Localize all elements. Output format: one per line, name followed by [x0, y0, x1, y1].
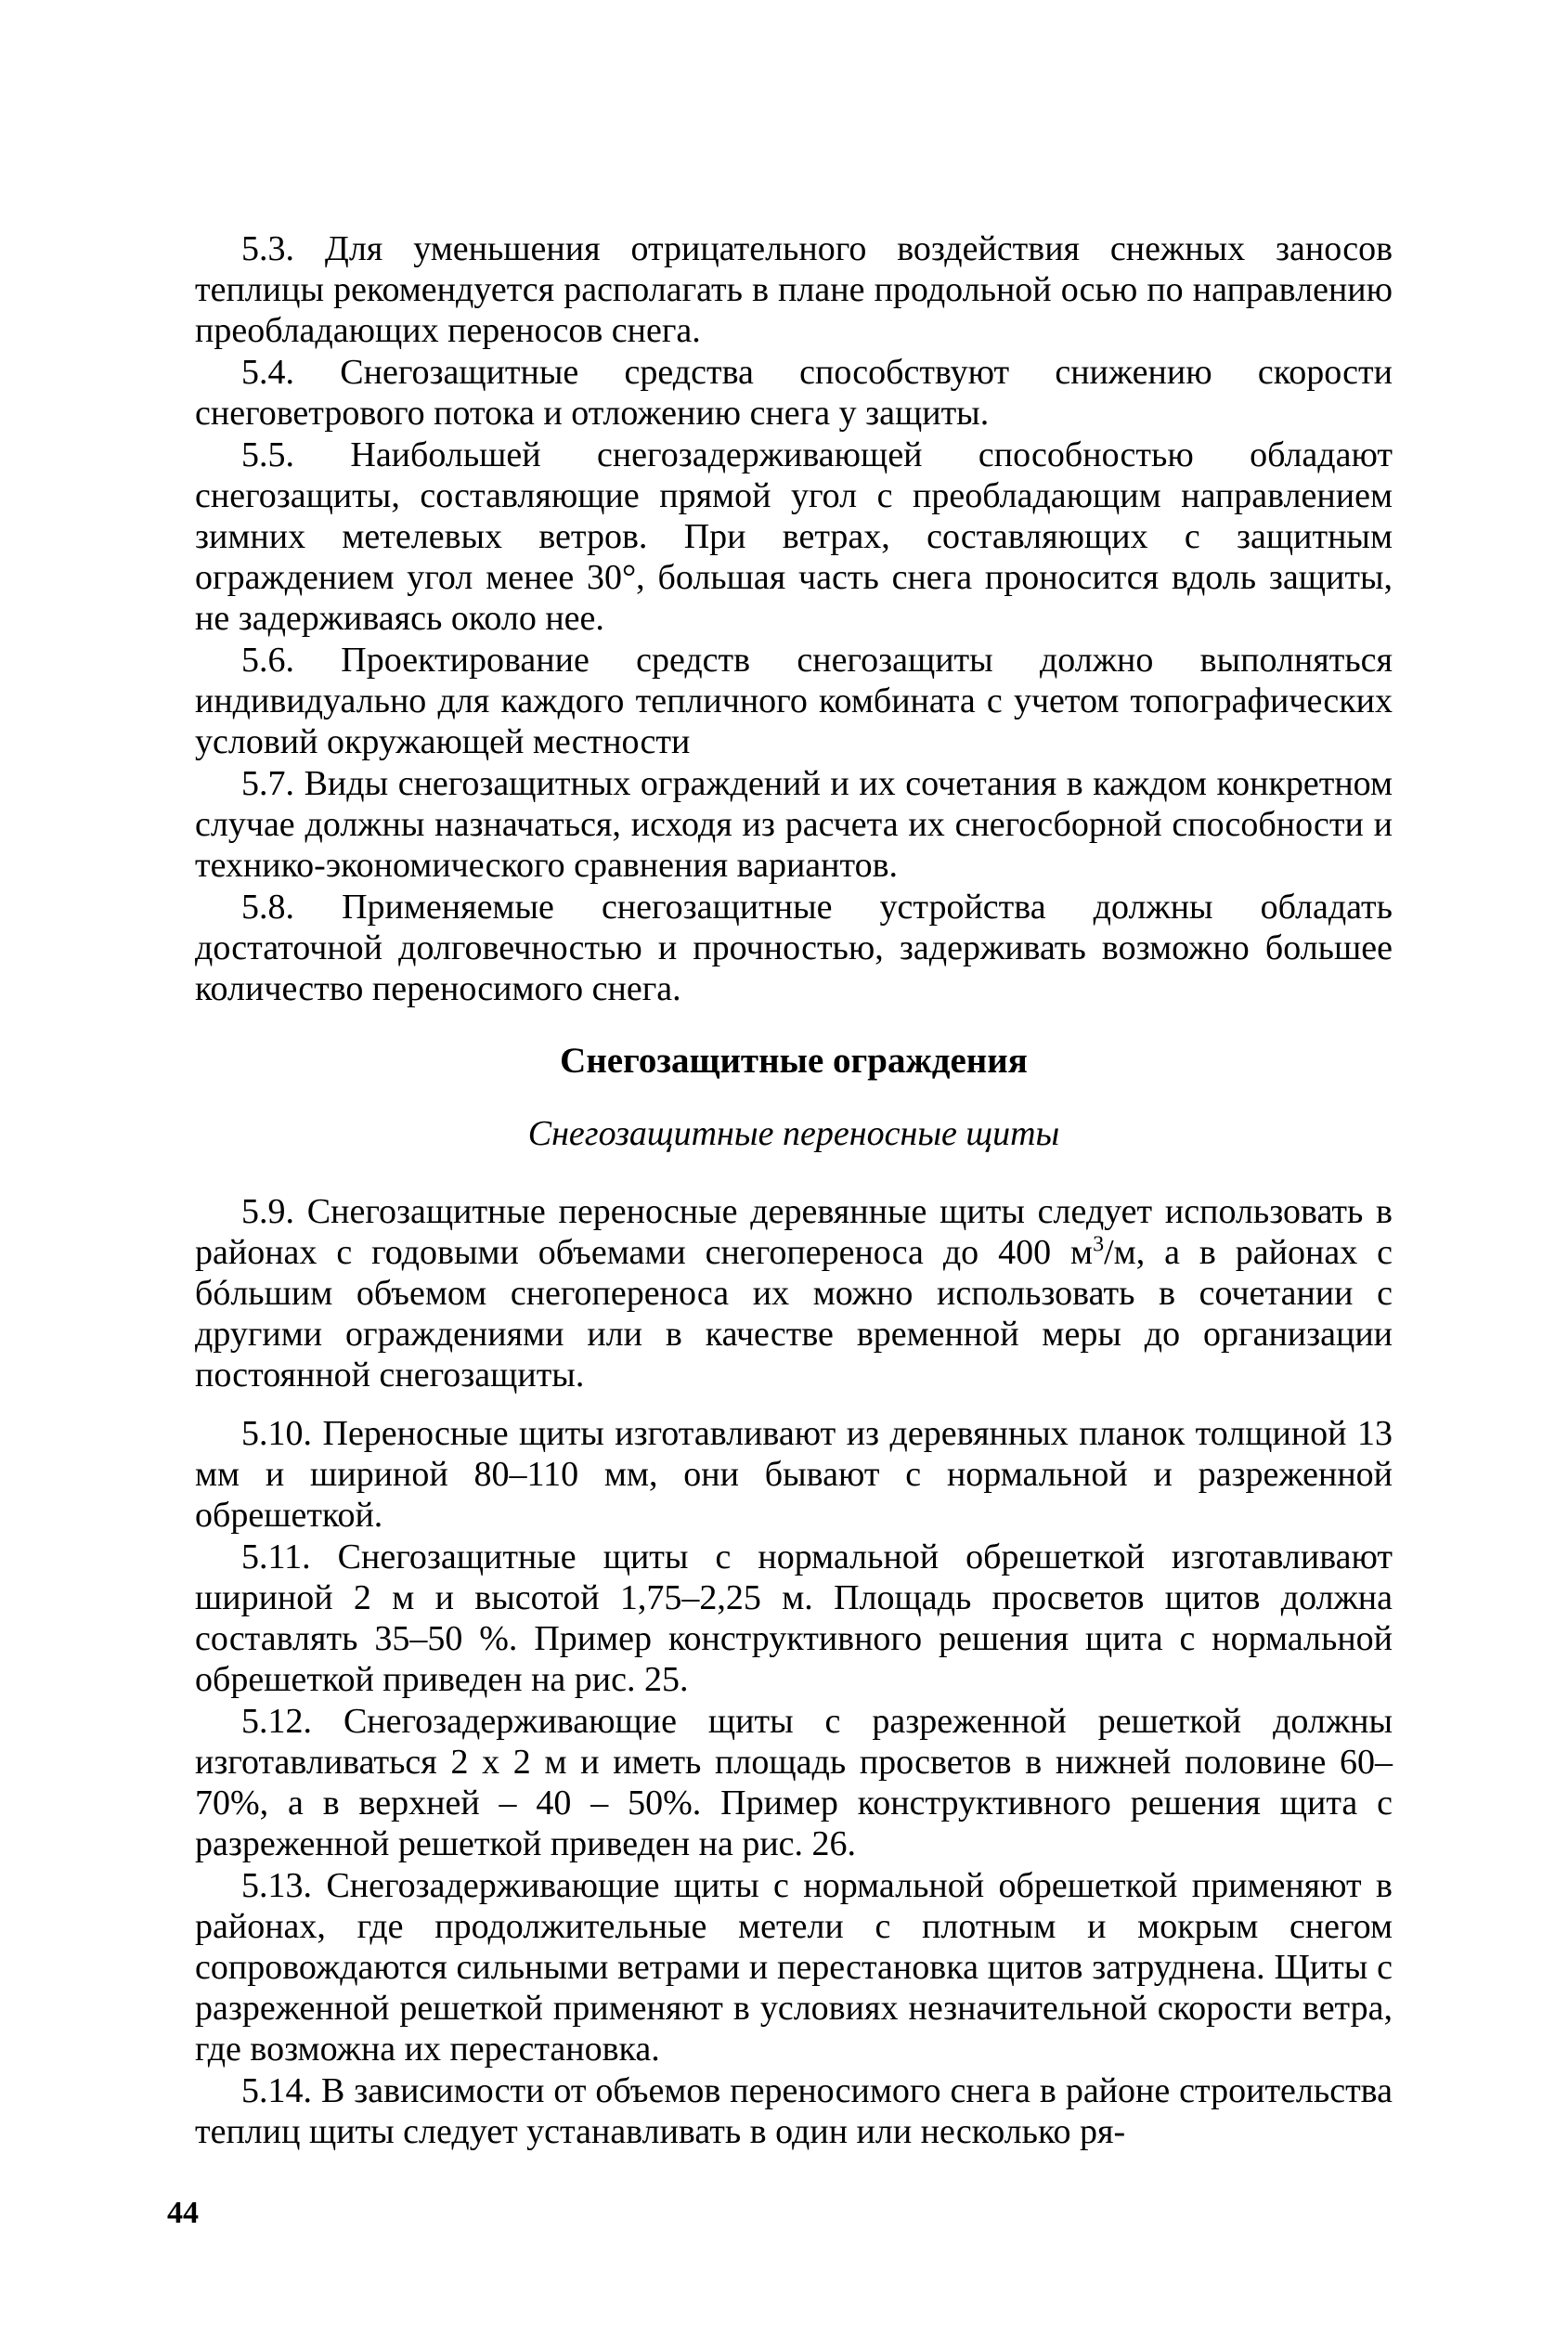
paragraph-5-9 [195, 1191, 1393, 1395]
paragraph-5-10 [195, 1413, 1393, 1536]
clause-text: Снегозадерживающие щиты с нормальной обрешеткой применяют в районах, где продолжительные метели с плотным и мокрым снегом сопровождаются сильными ветрами и перестановка щитов затруднена. Щиты с разреженной решеткой применяют в условиях незначительной скорости ветра, где возможна их перестановка. [195, 1866, 1393, 2069]
clause-number: 5.8. [241, 888, 294, 927]
superscript-exponent: 3 [1093, 1232, 1105, 1257]
clause-text: Снегозадерживающие щиты с разреженной решеткой должны изготавливаться 2 x 2 м и иметь площадь просветов в нижней половине 60–70%, а в верхней – 40 – 50%. Пример конструктивного решения щита с разреженной решеткой приведен на рис. 26. [195, 1702, 1393, 1863]
paragraph-5-7 [195, 763, 1393, 886]
paragraph-5-8 [195, 887, 1393, 1009]
clause-text: Снегозащитные щиты с нормальной обрешеткой изготавливают шириной 2 м и высотой 1,75–2,25 м. Площадь просветов щитов должна составлять 35–50 %. Пример конструктивного решения щита с нормальной обрешеткой приведен на рис. 25. [195, 1537, 1393, 1699]
clause-text-part-1: Снегозащитные переносные деревянные щиты следует использовать в районах с годовыми объемами снегопереноса до 400 м [195, 1192, 1393, 1272]
paragraph-gap [195, 1396, 1393, 1413]
paragraph-5-6 [195, 640, 1393, 762]
clause-number: 5.7. [241, 764, 294, 803]
paragraph-5-5 [195, 435, 1393, 639]
clause-text: Снегозащитные средства способствуют снижению скорости снеговетрового потока и отложению снега у защиты. [195, 353, 1393, 433]
page-content [195, 228, 1393, 2153]
paragraph-5-4 [195, 352, 1393, 434]
clause-text-part-2: /м, а в районах с бóльшим объемом снегопереноса их можно использовать в сочетании с другими ограждениями или в качестве временной меры до организации постоянной снегозащиты. [195, 1233, 1393, 1395]
clause-text: Наибольшей снегозадерживающей способностью обладают снегозащиты, составляющие прямой угол с преобладающим направлением зимних метелевых ветров. При ветрах, составляющих с защитным ограждением угол менее 30°, большая часть снега проносится вдоль защиты, не задерживаясь около нее. [195, 435, 1393, 638]
clause-number: 5.14. [241, 2071, 312, 2110]
section-heading: Снегозащитные ограждения [560, 1041, 1028, 1081]
clause-text: Виды снегозащитных ограждений и их сочетания в каждом конкретном случае должны назначаться, исходя из расчета их снегосборной способности и технико-экономического сравнения вариантов. [195, 764, 1393, 885]
section-subheading: Снегозащитные переносные щиты [527, 1114, 1060, 1153]
clause-number: 5.3. [241, 229, 294, 268]
paragraph-5-11 [195, 1537, 1393, 1700]
clause-text: Для уменьшения отрицательного воздействия снежных заносов теплицы рекомендуется располагать в плане продольной осью по направлению преобладающих переносов снега. [195, 229, 1393, 350]
paragraph-5-13 [195, 1865, 1393, 2069]
paragraph-5-12 [195, 1701, 1393, 1864]
paragraph-5-3 [195, 228, 1393, 351]
clause-number: 5.4. [241, 353, 294, 392]
page-number: 44 [167, 2196, 199, 2230]
clause-number: 5.9. [241, 1192, 294, 1231]
clause-text: Проектирование средств снегозащиты должно выполняться индивидуально для каждого тепличного комбината с учетом топографических условий окружающей местности [195, 641, 1393, 761]
clause-text: В зависимости от объемов переносимого снега в районе строительства теплиц щиты следует устанавливать в один или несколько ря- [195, 2071, 1393, 2151]
clause-number: 5.12. [241, 1702, 312, 1741]
clause-number: 5.11. [241, 1537, 311, 1576]
clause-text: Применяемые снегозащитные устройства должны обладать достаточной долговечностью и прочностью, задерживать возможно большее количество переносимого снега. [195, 888, 1393, 1008]
clause-number: 5.6. [241, 641, 294, 680]
clause-number: 5.13. [241, 1866, 312, 1905]
clause-number: 5.5. [241, 435, 294, 474]
paragraph-5-14 [195, 2070, 1393, 2152]
clause-number: 5.10. [241, 1414, 312, 1453]
clause-text: Переносные щиты изготавливают из деревянных планок толщиной 13 мм и шириной 80–110 мм, они бывают с нормальной и разреженной обрешеткой. [195, 1414, 1393, 1535]
